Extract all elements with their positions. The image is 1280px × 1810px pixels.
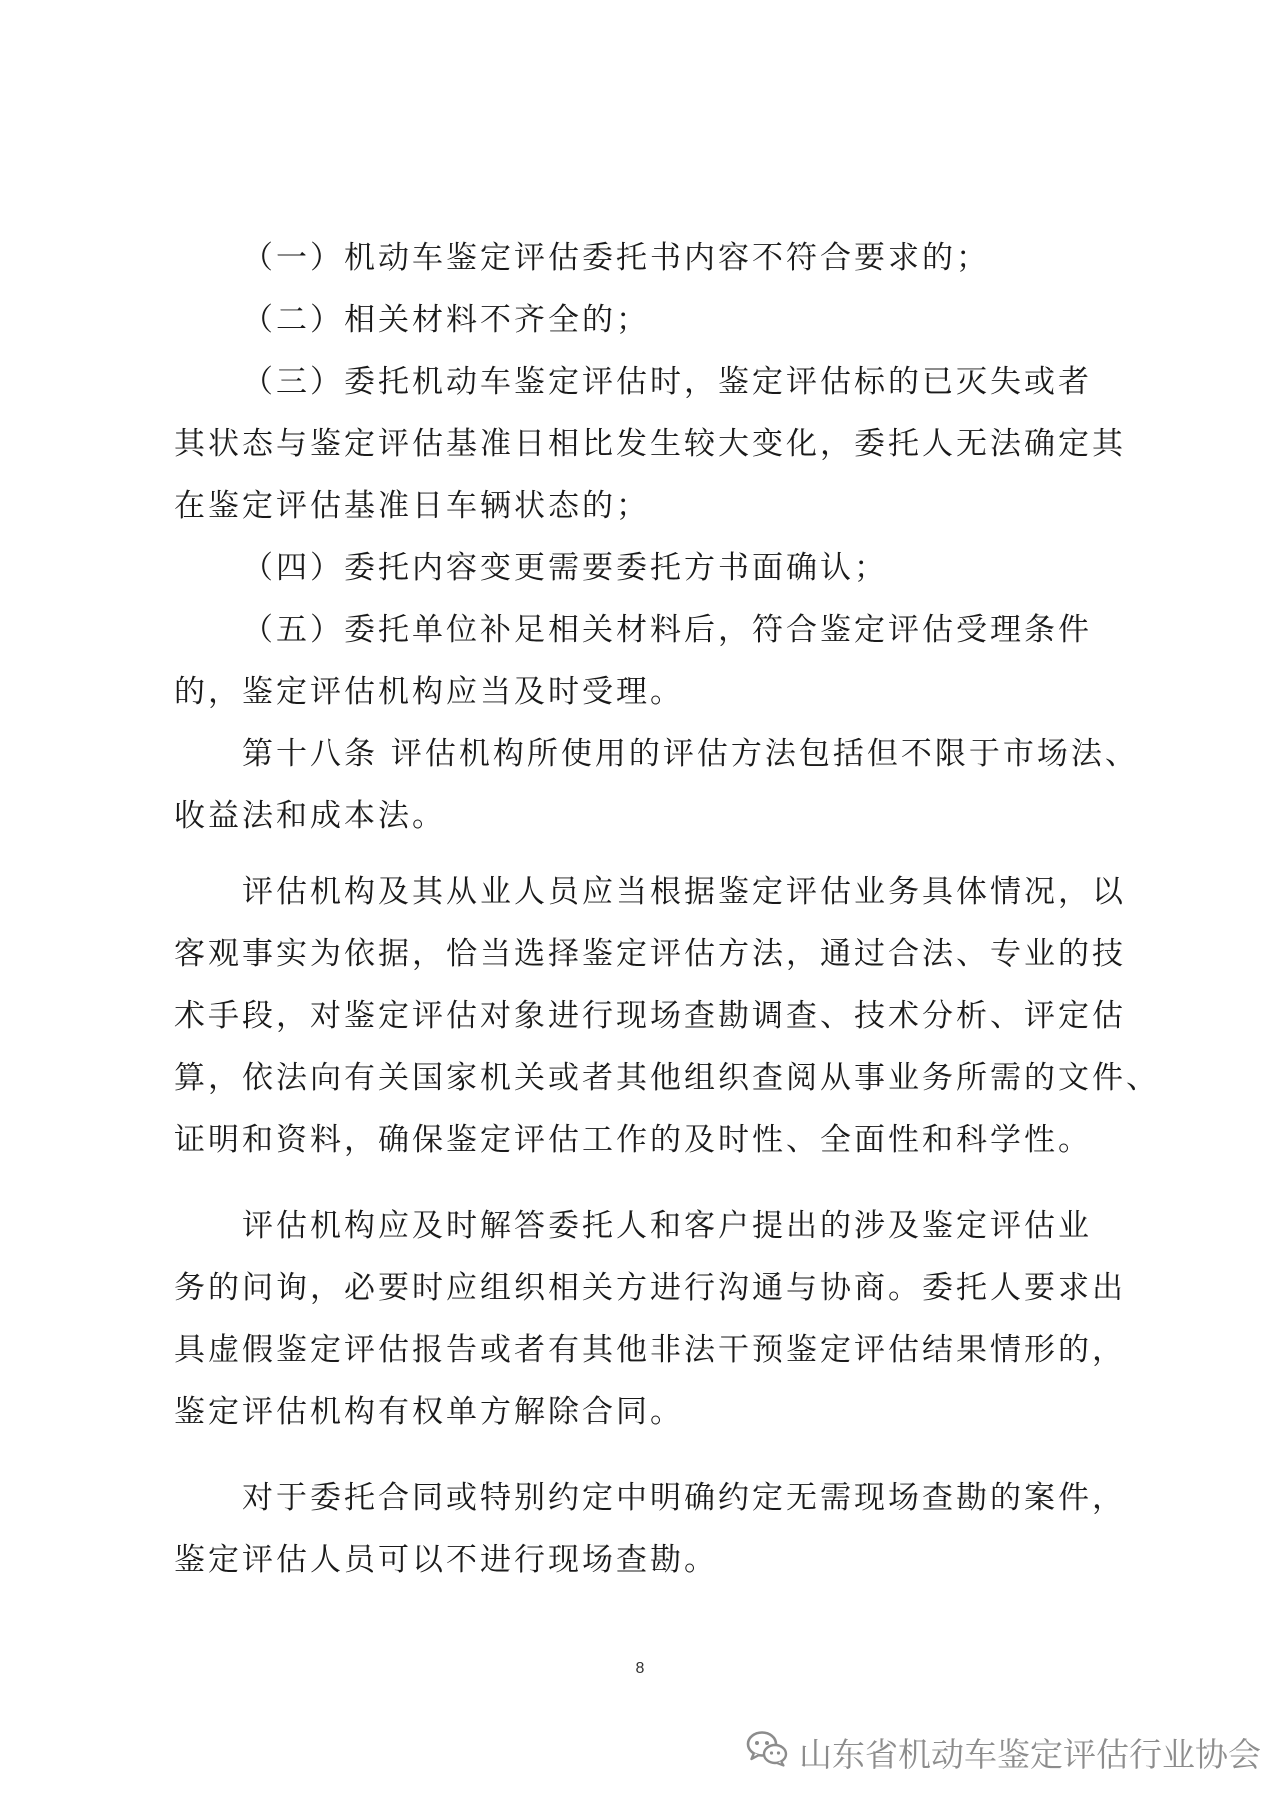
watermark <box>745 1728 1261 1776</box>
text-line: （三）委托机动车鉴定评估时，鉴定评估标的已灭失或者 <box>242 364 1092 400</box>
text-line: 其状态与鉴定评估基准日相比发生较大变化，委托人无法确定其 <box>174 426 1126 462</box>
text-line: 的，鉴定评估机构应当及时受理。 <box>174 674 684 710</box>
text-line: 收益法和成本法。 <box>174 798 446 834</box>
text-line: 第十八条 评估机构所使用的评估方法包括但不限于市场法、 <box>242 736 1139 772</box>
text-line: （四）委托内容变更需要委托方书面确认； <box>242 550 888 586</box>
wechat-icon <box>745 1728 789 1776</box>
text-line: 术手段，对鉴定评估对象进行现场查勘调查、技术分析、评定估 <box>174 998 1126 1034</box>
text-line: 对于委托合同或特别约定中明确约定无需现场查勘的案件， <box>242 1480 1126 1516</box>
watermark-text: 山东省机动车鉴定评估行业协会 <box>799 1734 1261 1774</box>
text-line: 务的问询，必要时应组织相关方进行沟通与协商。委托人要求出 <box>174 1270 1126 1306</box>
text-line: 具虚假鉴定评估报告或者有其他非法干预鉴定评估结果情形的， <box>174 1332 1126 1368</box>
text-line: 鉴定评估机构有权单方解除合同。 <box>174 1394 684 1430</box>
text-line: （一）机动车鉴定评估委托书内容不符合要求的； <box>242 240 990 276</box>
text-line: 客观事实为依据，恰当选择鉴定评估方法，通过合法、专业的技 <box>174 936 1126 972</box>
text-line: （五）委托单位补足相关材料后，符合鉴定评估受理条件 <box>242 612 1092 648</box>
text-line: 证明和资料，确保鉴定评估工作的及时性、全面性和科学性。 <box>174 1122 1092 1158</box>
page-number: 8 <box>635 1660 645 1677</box>
text-line: 算，依法向有关国家机关或者其他组织查阅从事业务所需的文件、 <box>174 1060 1160 1096</box>
text-line: 鉴定评估人员可以不进行现场查勘。 <box>174 1542 718 1578</box>
text-line: 评估机构应及时解答委托人和客户提出的涉及鉴定评估业 <box>242 1208 1092 1244</box>
text-line: （二）相关材料不齐全的； <box>242 302 650 338</box>
text-line: 评估机构及其从业人员应当根据鉴定评估业务具体情况，以 <box>242 874 1126 910</box>
text-line: 在鉴定评估基准日车辆状态的； <box>174 488 650 524</box>
